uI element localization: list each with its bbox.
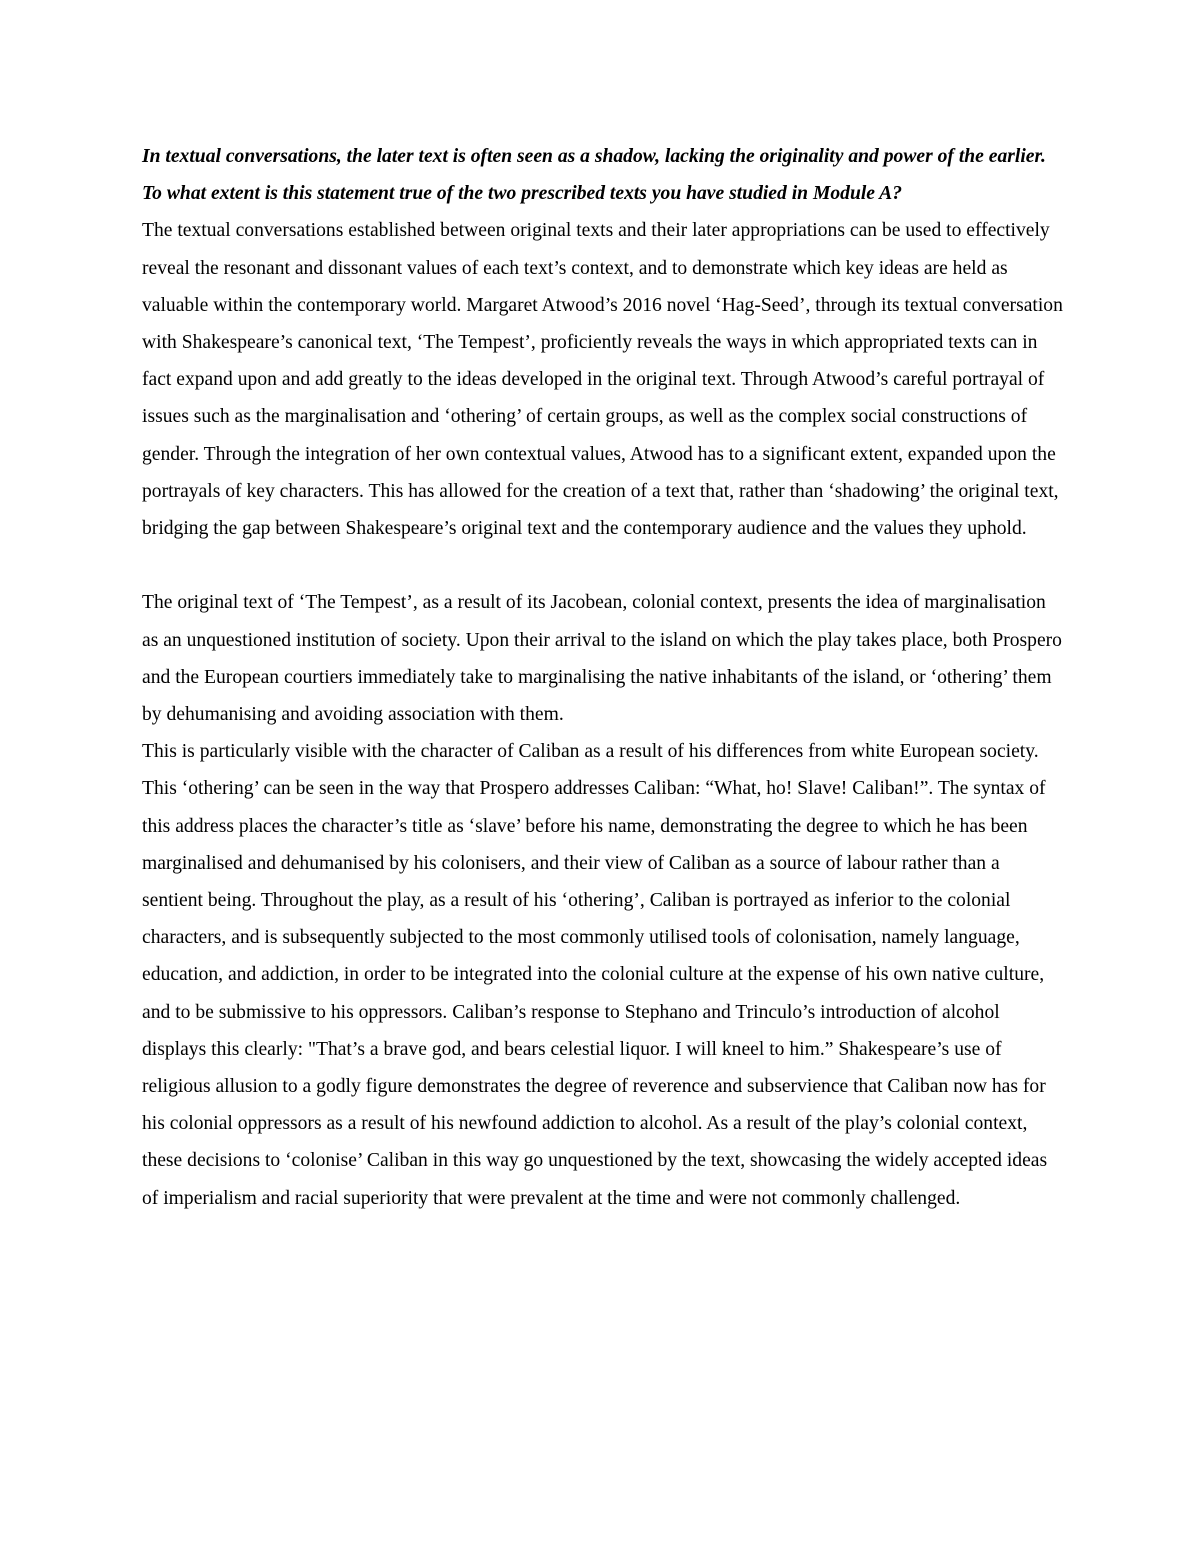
body-paragraph-1: The original text of ‘The Tempest’, as a result of its Jacobean, colonial context, presents the idea of marginalisation as an unquestioned institution of society. Upon their arrival to the island on which the play takes place, both Prospero and the European courtiers immediately take to marginalising the native inhabitants of the island, or ‘othering’ them by dehumanising and avoiding association with them. [142, 592, 1062, 726]
document-body [142, 138, 1064, 1217]
body-paragraph-2: This is particularly visible with the character of Caliban as a result of his differences from white European society. This ‘othering’ can be seen in the way that Prospero addresses Caliban: “What, ho! Slave! Caliban!”. The syntax of this address places the character’s title as ‘slave’ before his name, demonstrating the degree to which he has been marginalised and dehumanised by his colonisers, and their view of Caliban as a source of labour rather than a sentient being. Throughout the play, as a result of his ‘othering’, Caliban is portrayed as inferior to the colonial characters, and is subsequently subjected to the most commonly utilised tools of colonisation, namely language, education, and addiction, in order to be integrated into the colonial culture at the expense of his own native culture, and to be submissive to his oppressors. Caliban’s response to Stephano and Trinculo’s introduction of alcohol displays this clearly: "That’s a brave god, and bears celestial liquor. I will kneel to him.” Shakespeare’s use of religious allusion to a godly figure demonstrates the degree of reverence and subservience that Caliban now has for his colonial oppressors as a result of his newfound addiction to alcohol. As a result of the play’s colonial context, these decisions to ‘colonise’ Caliban in this way go unquestioned by the text, showcasing the widely accepted ideas of imperialism and racial superiority that were prevalent at the time and were not commonly challenged. [142, 741, 1048, 1209]
introduction-paragraph: The textual conversations established between original texts and their later appropriations can be used to effectively reveal the resonant and dissonant values of each text’s context, and to demonstrate which key ideas are held as valuable within the contemporary world. Margaret Atwood’s 2016 novel ‘Hag-Seed’, through its textual conversation with Shakespeare’s canonical text, ‘The Tempest’, proficiently reveals the ways in which appropriated texts can in fact expand upon and add greatly to the ideas developed in the original text. Through Atwood’s careful portrayal of issues such as the marginalisation and ‘othering’ of certain groups, as well as the complex social constructions of gender. Through the integration of her own contextual values, Atwood has to a significant extent, expanded upon the portrayals of key characters. This has allowed for the creation of a text that, rather than ‘shadowing’ the original text, bridging the gap between Shakespeare’s original text and the contemporary audience and the values they uphold. [142, 220, 1063, 540]
essay-question: In textual conversations, the later text is often seen as a shadow, lacking the originality and power of the earlier. To what extent is this statement true of the two prescribed texts you have studied in Module A? [142, 146, 1046, 205]
